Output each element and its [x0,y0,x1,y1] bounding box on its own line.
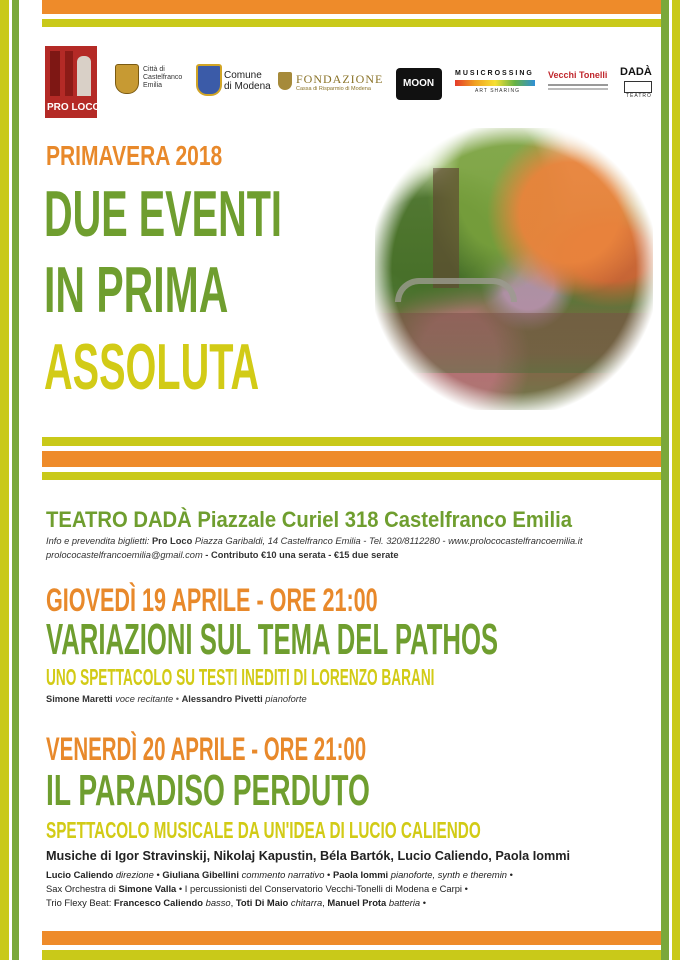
event2-credits-b [46,883,468,894]
bullet-sep: • [175,694,179,704]
left-stripe-yellow [0,0,9,960]
modena-line-1: Comune [224,70,262,81]
proloco-logo [45,46,101,118]
bullet-sep: • [422,897,427,908]
trio-label: Trio Flexy Beat: [46,897,112,908]
musicrossing-logo [455,70,535,96]
top-band-orange [42,0,661,14]
venue-contact-line [46,550,399,560]
event1-subtitle: UNO SPETTACOLO SU TESTI INEDITI DI LORENZO BARANI [46,664,435,690]
fondazione-crest-icon [278,72,292,90]
trio-role-3: batteria [388,897,421,908]
dada-sub: TEATRO [626,93,652,99]
event2-subtitle: SPETTACOLO MUSICALE DA UN'IDEA DI LUCIO CALIENDO [46,817,481,843]
venue-price: - Contributo €10 una serata - €15 due serate [205,550,399,560]
event2-date: VENERDÌ 20 APRILE - ORE 21:00 [46,731,367,767]
credit-a2: Giuliana Gibellini [162,869,239,880]
castelfranco-line-3: Emilia [143,82,163,89]
credit-a3: Paola Iommi [332,869,389,880]
venue-info-org: Pro Loco [151,536,193,546]
venue-email[interactable]: prolococastelfrancoemilia@gmail.com [46,550,203,560]
credit-a1-role: direzione [115,869,154,880]
trio-role-1: basso [205,897,231,908]
musicrossing-sub: ART SHARING [475,88,520,94]
garden-photo [375,128,653,410]
event2-credits-a [46,869,513,880]
season-label: PRIMAVERA 2018 [46,140,223,171]
event1-performer1: Simone Maretti [46,694,113,704]
bullet-sep: • [178,883,183,894]
headline-line-1: DUE EVENTI [44,177,282,250]
dada-label: DADÀ [620,66,652,78]
theatre-building-icon [624,81,652,93]
event1-date: GIOVEDÌ 19 APRILE - ORE 21:00 [46,582,378,618]
right-stripe-yellow [672,0,680,960]
top-band-yellow [42,19,661,27]
venue-info-rest: Piazza Garibaldi, 14 Castelfranco Emilia - Tel. 320/8112280 - www.prolococastelfrancoemilia.it [194,536,583,546]
dada-logo [620,66,656,100]
moon-logo [396,68,442,100]
event1-performer2: Alessandro Pivetti [181,694,263,704]
castelfranco-crest-icon [115,64,139,94]
trio-member-2: Toti Di Maio [235,897,289,908]
mid-band-orange [42,451,661,467]
fondazione-sub: Cassa di Risparmio di Modena [296,86,371,92]
bullet-sep: • [509,869,513,880]
event1-role2: pianoforte [265,694,307,704]
fondazione-logo [278,70,388,100]
modena-crest-icon [196,64,222,96]
credit-a3-role: pianoforte, synth e theremin [390,869,507,880]
moon-label: MOON [403,78,435,89]
vecchi-tonelli-logo [548,68,610,100]
credit-b-name: Simone Valla [118,883,177,894]
musicrossing-label: MUSICROSSING [455,70,534,77]
fondazione-label: FONDAZIONE [296,72,384,86]
right-stripe-green [661,0,669,960]
event1-title: VARIAZIONI SUL TEMA DEL PATHOS [46,615,499,664]
credit-a2-role: commento narrativo [241,869,325,880]
bullet-sep: • [156,869,160,880]
modena-line-2: di Modena [224,81,271,92]
bullet-sep: • [464,883,468,894]
proloco-label: PRO LOCO [47,102,101,113]
bullet-sep: • [327,869,331,880]
headline-line-2: IN PRIMA [44,253,229,326]
left-stripe-green [12,0,19,960]
trio-member-1: Francesco Caliendo [113,897,203,908]
castelfranco-line-1: Città di [143,66,165,73]
credit-b-pre: Sax Orchestra di [46,883,116,894]
castelfranco-logo [115,62,195,98]
trio-member-3: Manuel Prota [327,897,387,908]
vecchi-label: Vecchi Tonelli [548,70,608,80]
bottom-band-yellow [42,950,661,960]
event2-title: IL PARADISO PERDUTO [46,766,370,815]
headline-line-3: ASSOLUTA [44,330,260,403]
event1-role1: voce recitante [115,694,174,704]
trio-role-2: chitarra [290,897,323,908]
bottom-band-orange [42,931,661,945]
event1-performers [46,694,307,704]
venue-title: TEATRO DADÀ Piazzale Curiel 318 Castelfranco Emilia [46,507,573,532]
castelfranco-line-2: Castelfranco [143,74,183,81]
mid-band-yellow-2 [42,472,661,480]
event2-music: Musiche di Igor Stravinskij, Nikolaj Kapustin, Béla Bartók, Lucio Caliendo, Paola Iommi [46,848,571,863]
credit-b-rest: I percussionisti del Conservatorio Vecchi-Tonelli di Modena e Carpi [184,883,463,894]
mid-band-yellow [42,437,661,446]
credit-a1: Lucio Caliendo [46,869,114,880]
modena-logo [196,62,276,98]
event2-trio: Trio Flexy Beat: Francesco Caliendo basso, Toti Di Maio chitarra, Manuel Prota batteria • [46,897,427,908]
venue-info-intro: Info e prevendita biglietti: [46,536,150,546]
venue-info-line [46,536,582,546]
